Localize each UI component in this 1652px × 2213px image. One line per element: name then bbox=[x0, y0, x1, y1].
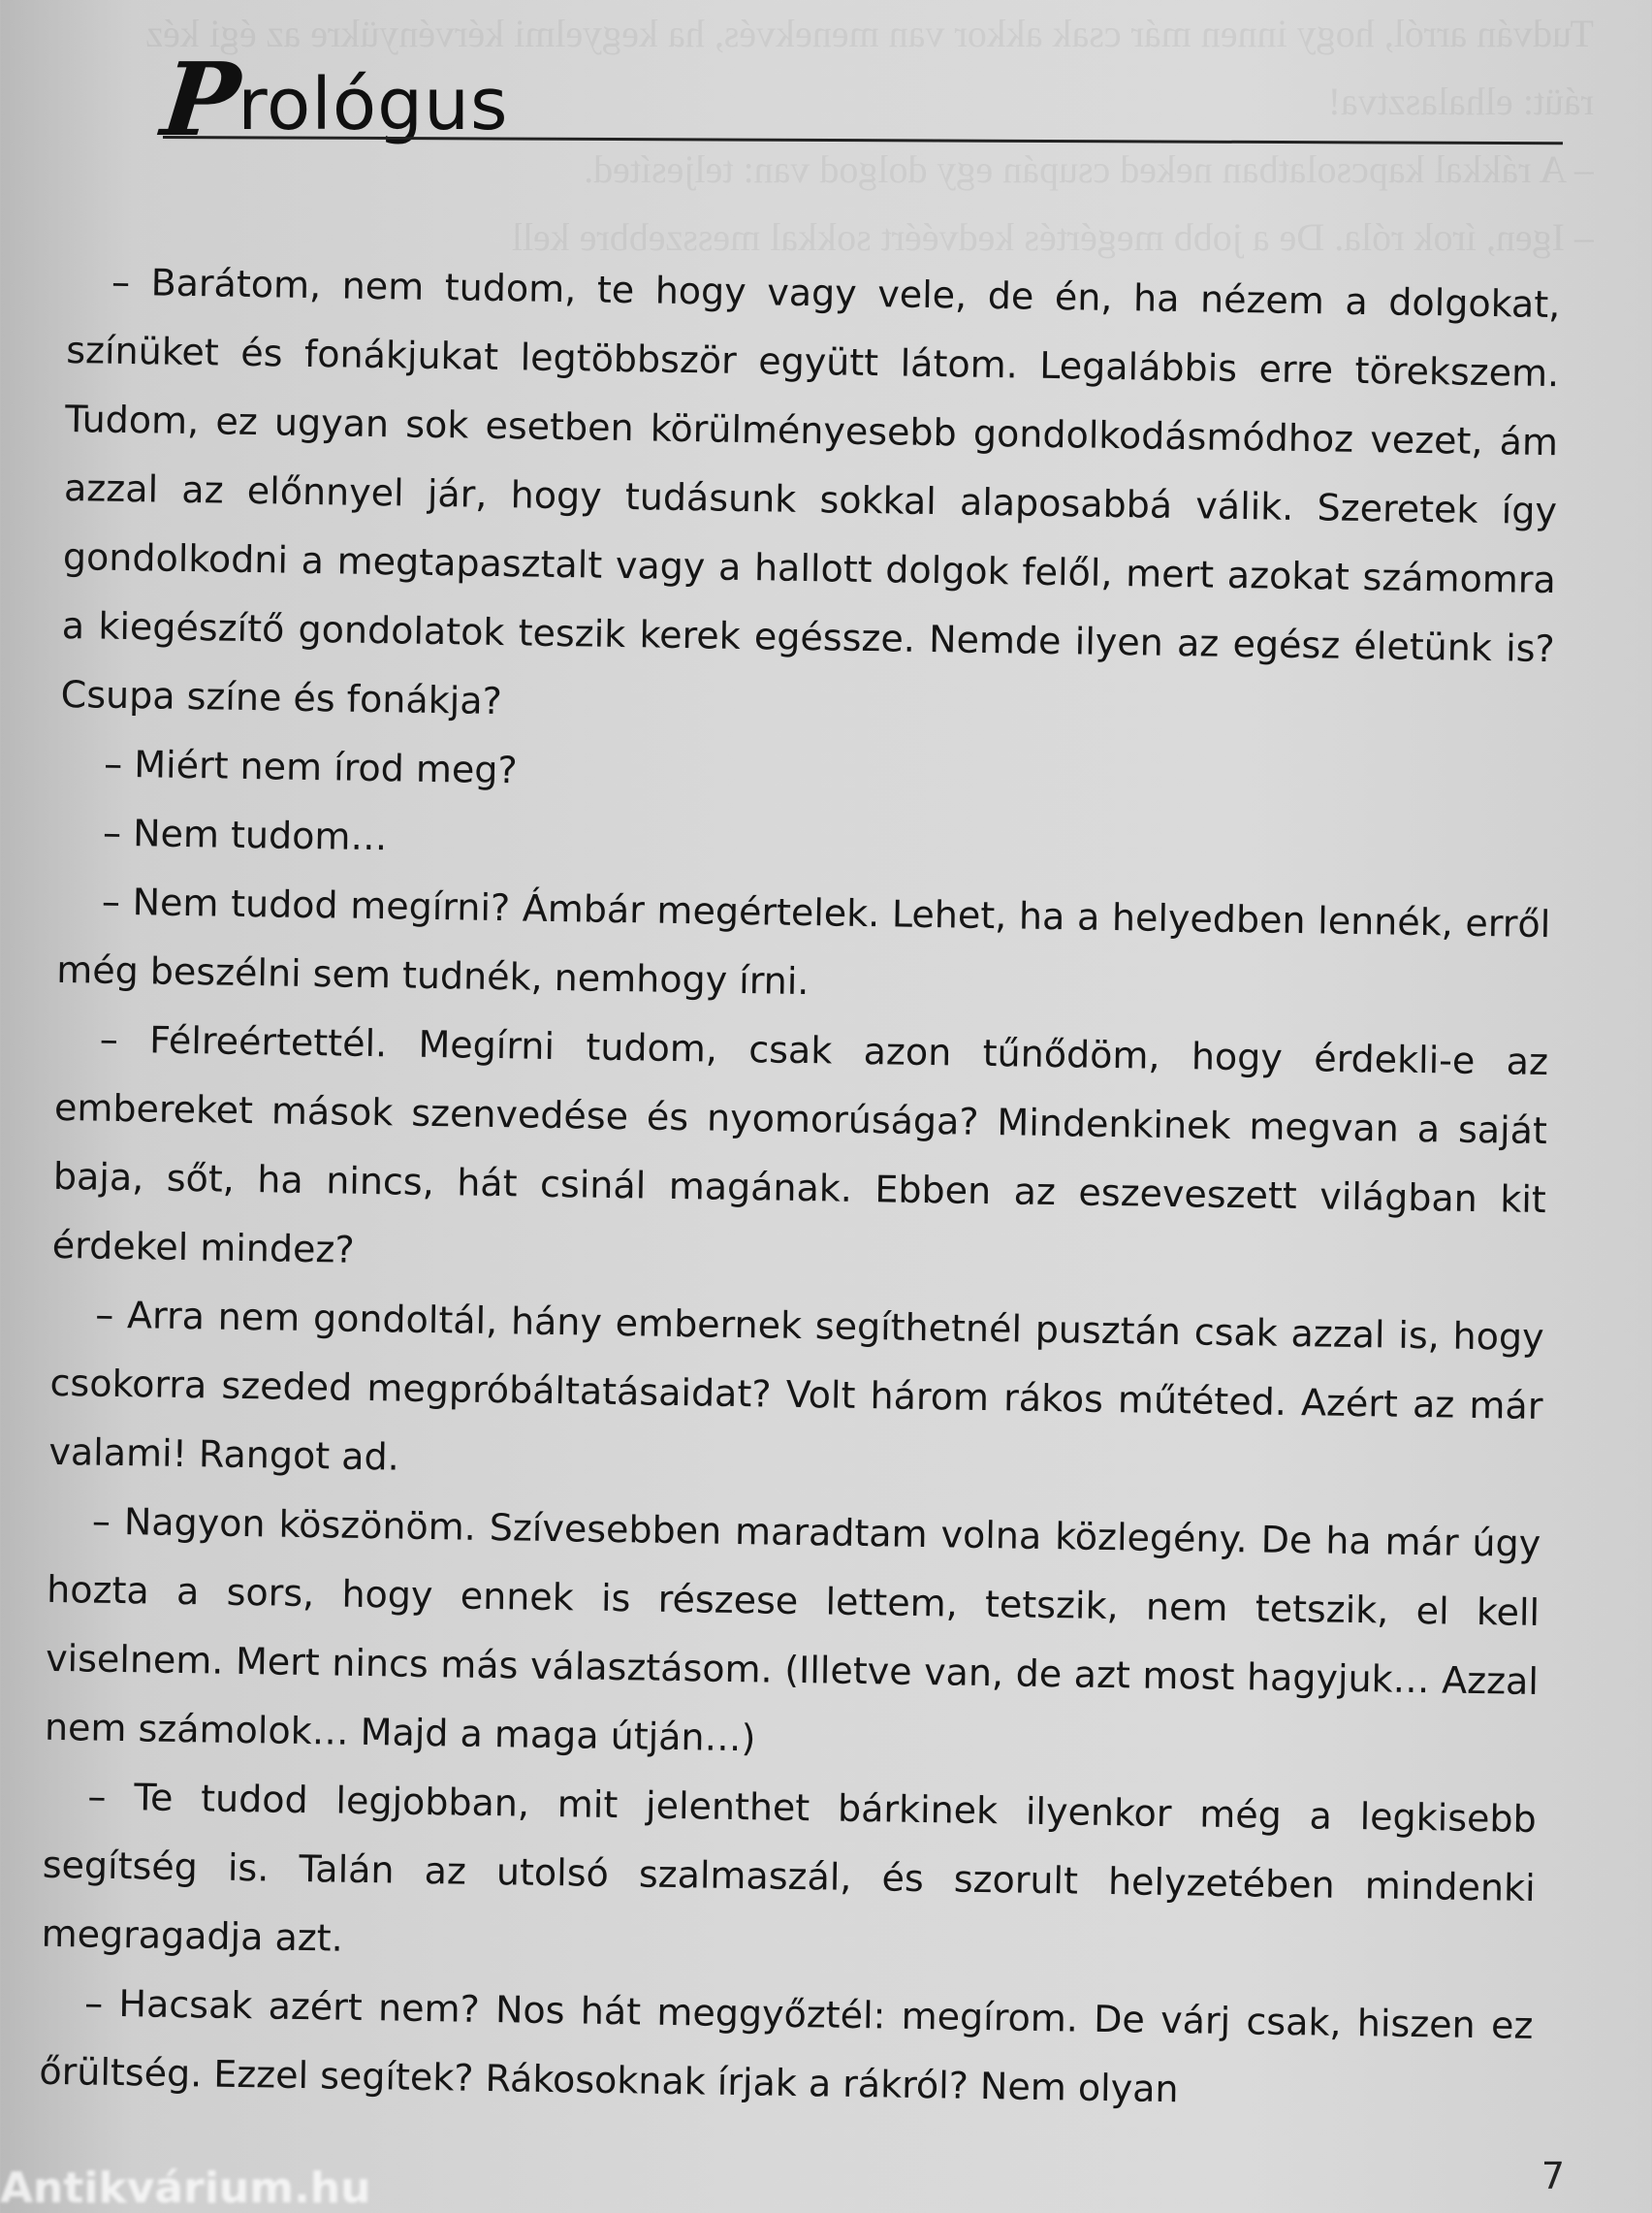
paragraph: – Nagyon köszönöm. Szívesebben maradtam volna közlegény. De ha már úgy hozta a sors, hogy ennek is részese lettem, tetszik, nem tetszik, el kell viselnem. Mert nincs más választásom. (Illetve van, de azt most hagyjuk… Azzal nem számolok… Majd a maga útján…) bbox=[44, 1499, 1541, 1760]
paragraph: – Arra nem gondoltál, hány embernek segíthetnél pusztán csak azzal is, hogy csokorra szeded megpróbáltatásaidat? Volt három rákos műtéted. Azért az már valami! Rangot ad. bbox=[48, 1293, 1544, 1479]
page-number: 7 bbox=[1541, 2155, 1565, 2197]
watermark: Antikvárium.hu bbox=[0, 2164, 371, 2213]
title-rest: rológus bbox=[238, 63, 509, 146]
paragraph: – Nem tudod megírni? Ámbár megértelek. Lehet, ha a helyedben lennék, erről még beszélni sem tudnék, nemhogy írni. bbox=[55, 880, 1551, 1004]
paragraph: – Te tudod legjobban, mit jelenthet bárkinek ilyenkor még a legkisebb segítség is. Talán az utolsó szalmaszál, és szorult helyzetében mindenki megragadja azt. bbox=[41, 1775, 1538, 1960]
paragraph: – Nem tudom… bbox=[102, 811, 388, 859]
show-through-text: Tudván arról, hogy innen már csak akkor van menekvés, ha kegyelmi kérvényükre az égi kéz ráüt: elhalasztva! – A rákkal kapcsolatban neked csupán egy dolgod van: teljesíted. – Igen, írok róla. De a jobb megértés kedvéért sokkal messzebbre kell bbox=[145, 12, 1594, 259]
title-initial: P bbox=[156, 40, 246, 159]
body-text bbox=[39, 247, 1561, 2130]
paragraph: – Hacsak azért nem? Nos hát meggyőztél: megírom. De várj csak, hiszen ez őrültség. Ezzel segítek? Rákosoknak írjak a rákról? Nem olyan bbox=[39, 1981, 1534, 2111]
paragraph: – Félreértettél. Megírni tudom, csak azon tűnődöm, hogy érdekli-e az embereket mások szenvedése és nyomorúsága? Mindenkinek megvan a saját baja, sőt, ha nincs, hát csinál magának. Ebben az eszeveszett világban kit érdekel mindez? bbox=[51, 1017, 1549, 1271]
chapter-title bbox=[156, 0, 509, 159]
paragraph: – Miért nem írod meg? bbox=[103, 742, 518, 792]
chapter-header bbox=[156, 0, 1563, 159]
paragraph: – Barátom, nem tudom, te hogy vagy vele, de én, ha nézem a dolgokat, színüket és fonákjukat legtöbbször együtt látom. Legalábbis erre törekszem. Tudom, ez ugyan sok esetben körülményesebb gondolkodásmódhoz vezet, ám azzal az előnnyel jár, hogy tudásunk sokkal alaposabbá válik. Szeretek így gondolkodni a megtapasztalt vagy a hallott dolgok felől, mert azokat számomra a kiegészítő gondolatok teszik kerek egéssze. Nemde ilyen az egész életünk is? Csupa színe és fonákja? bbox=[60, 260, 1561, 723]
